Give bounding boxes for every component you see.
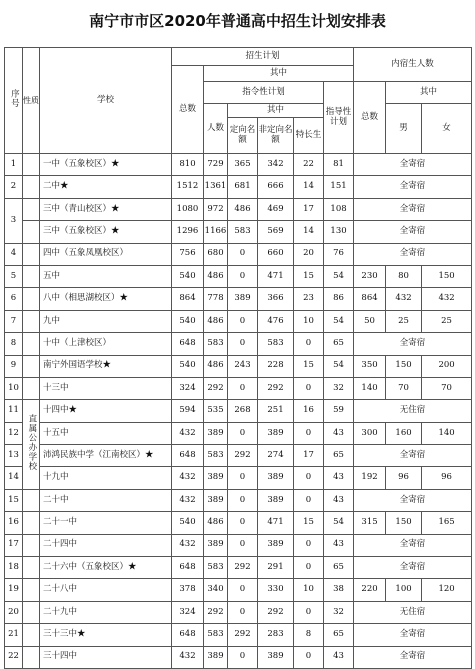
non-targeted-cell: 471 [258,512,294,534]
non-targeted-cell: 292 [258,601,294,623]
total-cell: 648 [172,445,204,467]
seq-cell: 6 [5,288,23,310]
header-among-2: 其中 [228,104,324,118]
enrollment-plan-table [4,47,472,669]
non-targeted-cell: 228 [258,355,294,377]
nature-cell [23,557,40,579]
targeted-cell: 0 [228,601,258,623]
school-name: 二十一中 [40,512,172,534]
table-row [5,176,472,198]
total-cell: 378 [172,579,204,601]
nature-label: 直属公办学校 [26,414,37,472]
guided-cell: 130 [324,221,354,243]
school-name: 四中（五象凤凰校区） [40,243,172,265]
nature-cell [23,400,40,490]
count-cell: 583 [204,557,228,579]
nature-cell [23,534,40,556]
header-nature: 性质 [23,48,40,154]
school-name: 十九中 [40,467,172,489]
header-non-targeted: 非定向名额 [258,118,294,154]
total-cell: 1296 [172,221,204,243]
table-row [5,512,472,534]
male-cell: 432 [386,288,422,310]
count-cell: 1166 [204,221,228,243]
school-name: 南宁外国语学校★ [40,355,172,377]
seq-cell: 18 [5,557,23,579]
special-cell: 20 [294,243,324,265]
non-targeted-cell: 366 [258,288,294,310]
special-cell: 0 [294,422,324,444]
count-cell: 292 [204,601,228,623]
table-row [5,154,472,176]
header-directive: 指令性计划 [204,82,324,104]
guided-cell: 54 [324,512,354,534]
school-name: 二十四中 [40,534,172,556]
boarding-note: 全寄宿 [354,489,472,511]
table-row [5,243,472,265]
female-cell: 432 [422,288,472,310]
count-cell: 583 [204,624,228,646]
targeted-cell: 0 [228,265,258,287]
guided-cell: 151 [324,176,354,198]
boarding-total-cell: 864 [354,288,386,310]
guided-cell: 43 [324,422,354,444]
boarding-note: 全寄宿 [354,176,472,198]
special-cell: 22 [294,154,324,176]
header-plan: 招生计划 [172,48,354,66]
guided-cell: 65 [324,445,354,467]
total-cell: 810 [172,154,204,176]
targeted-cell: 292 [228,557,258,579]
non-targeted-cell: 389 [258,467,294,489]
non-targeted-cell: 660 [258,243,294,265]
targeted-cell: 0 [228,333,258,355]
count-cell: 486 [204,265,228,287]
table-row [5,221,472,243]
table-row [5,422,472,444]
female-cell: 25 [422,310,472,332]
targeted-cell: 0 [228,646,258,668]
targeted-cell: 0 [228,579,258,601]
school-name: 一中（五象校区）★ [40,154,172,176]
nature-cell [23,512,40,534]
count-cell: 340 [204,579,228,601]
special-cell: 17 [294,445,324,467]
table-row [5,400,472,422]
special-cell: 10 [294,310,324,332]
male-cell: 25 [386,310,422,332]
seq-cell: 2 [5,176,23,198]
male-cell: 160 [386,422,422,444]
count-cell: 535 [204,400,228,422]
total-cell: 432 [172,534,204,556]
non-targeted-cell: 389 [258,646,294,668]
nature-cell [23,265,40,287]
header-boarding-among: 其中 [386,82,472,104]
guided-cell: 86 [324,288,354,310]
targeted-cell: 292 [228,624,258,646]
targeted-cell: 0 [228,243,258,265]
boarding-note: 全寄宿 [354,243,472,265]
special-cell: 17 [294,198,324,220]
non-targeted-cell: 471 [258,265,294,287]
boarding-note: 全寄宿 [354,221,472,243]
total-cell: 324 [172,601,204,623]
seq-cell: 8 [5,333,23,355]
guided-cell: 65 [324,333,354,355]
nature-cell [23,579,40,601]
seq-cell: 13 [5,445,23,467]
school-name: 二十八中 [40,579,172,601]
school-name: 五中 [40,265,172,287]
count-cell: 389 [204,646,228,668]
nature-cell [23,377,40,399]
targeted-cell: 0 [228,489,258,511]
table-row [5,445,472,467]
table-row [5,355,472,377]
special-cell: 10 [294,579,324,601]
nature-cell [23,154,40,176]
boarding-total-cell: 350 [354,355,386,377]
count-cell: 583 [204,333,228,355]
seq-cell: 16 [5,512,23,534]
count-cell: 389 [204,489,228,511]
boarding-note: 全寄宿 [354,534,472,556]
school-name: 十三中 [40,377,172,399]
special-cell: 16 [294,400,324,422]
guided-cell: 43 [324,489,354,511]
nature-cell [23,489,40,511]
table-row [5,377,472,399]
count-cell: 486 [204,512,228,534]
total-cell: 1512 [172,176,204,198]
total-cell: 324 [172,377,204,399]
total-cell: 1080 [172,198,204,220]
table-row [5,624,472,646]
guided-cell: 76 [324,243,354,265]
seq-cell: 7 [5,310,23,332]
guided-cell: 32 [324,601,354,623]
seq-cell: 12 [5,422,23,444]
targeted-cell: 0 [228,422,258,444]
targeted-cell: 0 [228,310,258,332]
header-seq: 序号 [5,48,23,154]
total-cell: 432 [172,489,204,511]
female-cell: 70 [422,377,472,399]
table-row [5,310,472,332]
guided-cell: 54 [324,355,354,377]
guided-cell: 43 [324,534,354,556]
seq-cell: 22 [5,646,23,668]
guided-cell: 108 [324,198,354,220]
header-total: 总数 [172,66,204,154]
nature-cell [23,198,40,220]
targeted-cell: 365 [228,154,258,176]
female-cell: 96 [422,467,472,489]
total-cell: 432 [172,646,204,668]
nature-cell [23,646,40,668]
special-cell: 23 [294,288,324,310]
school-name: 二中★ [40,176,172,198]
boarding-total-cell: 220 [354,579,386,601]
special-cell: 0 [294,333,324,355]
header-female: 女 [422,104,472,154]
targeted-cell: 0 [228,512,258,534]
table-row [5,198,472,220]
seq-cell: 20 [5,601,23,623]
school-name: 三十三中★ [40,624,172,646]
female-cell: 120 [422,579,472,601]
targeted-cell: 292 [228,445,258,467]
targeted-cell: 243 [228,355,258,377]
guided-cell: 65 [324,624,354,646]
targeted-cell: 389 [228,288,258,310]
female-cell: 200 [422,355,472,377]
school-name: 三十四中 [40,646,172,668]
boarding-note: 全寄宿 [354,624,472,646]
header-special: 特长生 [294,118,324,154]
school-name: 二十中 [40,489,172,511]
non-targeted-cell: 342 [258,154,294,176]
special-cell: 14 [294,176,324,198]
table-row [5,467,472,489]
guided-cell: 43 [324,467,354,489]
boarding-total-cell: 315 [354,512,386,534]
non-targeted-cell: 583 [258,333,294,355]
school-name: 十中（上津校区） [40,333,172,355]
header-guided: 指导性计划 [324,82,354,154]
school-name: 三中（五象校区）★ [40,221,172,243]
targeted-cell: 268 [228,400,258,422]
male-cell: 100 [386,579,422,601]
count-cell: 292 [204,377,228,399]
non-targeted-cell: 666 [258,176,294,198]
page-title: 南宁市市区2020年普通高中招生计划安排表 [89,12,386,30]
nature-cell [23,221,40,243]
nature-cell [23,243,40,265]
table-row [5,288,472,310]
seq-cell: 15 [5,489,23,511]
total-cell: 648 [172,624,204,646]
count-cell: 680 [204,243,228,265]
special-cell: 0 [294,489,324,511]
special-cell: 0 [294,534,324,556]
header-count: 人数 [204,104,228,154]
seq-cell: 5 [5,265,23,287]
female-cell: 140 [422,422,472,444]
school-name: 二十六中（五象校区）★ [40,557,172,579]
seq-cell: 19 [5,579,23,601]
non-targeted-cell: 292 [258,377,294,399]
header-targeted: 定向名额 [228,118,258,154]
boarding-note: 全寄宿 [354,646,472,668]
special-cell: 0 [294,601,324,623]
boarding-note: 全寄宿 [354,154,472,176]
total-cell: 540 [172,512,204,534]
table-row [5,333,472,355]
guided-cell: 65 [324,557,354,579]
header-male: 男 [386,104,422,154]
boarding-total-cell: 50 [354,310,386,332]
non-targeted-cell: 291 [258,557,294,579]
header-among: 其中 [204,66,354,82]
nature-cell [23,288,40,310]
nature-cell [23,601,40,623]
count-cell: 486 [204,310,228,332]
guided-cell: 54 [324,310,354,332]
female-cell: 165 [422,512,472,534]
seq-cell: 3 [5,198,23,243]
total-cell: 432 [172,422,204,444]
guided-cell: 54 [324,265,354,287]
non-targeted-cell: 389 [258,534,294,556]
special-cell: 0 [294,557,324,579]
guided-cell: 38 [324,579,354,601]
total-cell: 648 [172,557,204,579]
special-cell: 14 [294,221,324,243]
targeted-cell: 0 [228,467,258,489]
boarding-total-cell: 300 [354,422,386,444]
seq-cell: 1 [5,154,23,176]
special-cell: 8 [294,624,324,646]
table-row [5,646,472,668]
count-cell: 1361 [204,176,228,198]
school-name: 十四中★ [40,400,172,422]
male-cell: 150 [386,355,422,377]
non-targeted-cell: 330 [258,579,294,601]
count-cell: 972 [204,198,228,220]
boarding-note: 全寄宿 [354,445,472,467]
total-cell: 648 [172,333,204,355]
table-row [5,489,472,511]
nature-cell [23,355,40,377]
total-cell: 594 [172,400,204,422]
non-targeted-cell: 469 [258,198,294,220]
total-cell: 540 [172,265,204,287]
targeted-cell: 0 [228,377,258,399]
table-row [5,534,472,556]
total-cell: 864 [172,288,204,310]
count-cell: 389 [204,467,228,489]
male-cell: 70 [386,377,422,399]
school-name: 八中（相思湖校区）★ [40,288,172,310]
non-targeted-cell: 283 [258,624,294,646]
total-cell: 540 [172,355,204,377]
table-row [5,265,472,287]
boarding-total-cell: 192 [354,467,386,489]
special-cell: 15 [294,512,324,534]
seq-cell: 21 [5,624,23,646]
non-targeted-cell: 389 [258,422,294,444]
count-cell: 729 [204,154,228,176]
boarding-note: 全寄宿 [354,333,472,355]
boarding-total-cell: 230 [354,265,386,287]
boarding-note: 无住宿 [354,400,472,422]
seq-cell: 11 [5,400,23,422]
table-row [5,557,472,579]
targeted-cell: 583 [228,221,258,243]
count-cell: 389 [204,422,228,444]
male-cell: 96 [386,467,422,489]
nature-cell [23,176,40,198]
guided-cell: 32 [324,377,354,399]
non-targeted-cell: 274 [258,445,294,467]
non-targeted-cell: 251 [258,400,294,422]
school-name: 沛鸿民族中学（江南校区）★ [40,445,172,467]
male-cell: 150 [386,512,422,534]
header-school: 学校 [40,48,172,154]
school-name: 二十九中 [40,601,172,623]
female-cell: 150 [422,265,472,287]
nature-cell [23,333,40,355]
table-row [5,601,472,623]
school-name: 九中 [40,310,172,332]
boarding-note: 无住宿 [354,601,472,623]
nature-cell [23,310,40,332]
boarding-total-cell: 140 [354,377,386,399]
total-cell: 540 [172,310,204,332]
special-cell: 0 [294,377,324,399]
guided-cell: 59 [324,400,354,422]
count-cell: 389 [204,534,228,556]
count-cell: 583 [204,445,228,467]
targeted-cell: 0 [228,534,258,556]
count-cell: 486 [204,355,228,377]
total-cell: 756 [172,243,204,265]
boarding-note: 全寄宿 [354,198,472,220]
guided-cell: 81 [324,154,354,176]
table-body [5,154,472,669]
header-boarding: 内宿生人数 [354,48,472,82]
special-cell: 0 [294,467,324,489]
seq-cell: 17 [5,534,23,556]
count-cell: 778 [204,288,228,310]
targeted-cell: 486 [228,198,258,220]
non-targeted-cell: 389 [258,489,294,511]
seq-cell: 9 [5,355,23,377]
special-cell: 15 [294,355,324,377]
nature-cell [23,624,40,646]
table-row [5,579,472,601]
non-targeted-cell: 476 [258,310,294,332]
total-cell: 432 [172,467,204,489]
header-boarding-total: 总数 [354,82,386,154]
seq-cell: 4 [5,243,23,265]
targeted-cell: 681 [228,176,258,198]
seq-cell: 10 [5,377,23,399]
boarding-note: 全寄宿 [354,557,472,579]
special-cell: 0 [294,646,324,668]
special-cell: 15 [294,265,324,287]
school-name: 十五中 [40,422,172,444]
guided-cell: 43 [324,646,354,668]
school-name: 三中（青山校区）★ [40,198,172,220]
non-targeted-cell: 569 [258,221,294,243]
seq-cell: 14 [5,467,23,489]
male-cell: 80 [386,265,422,287]
